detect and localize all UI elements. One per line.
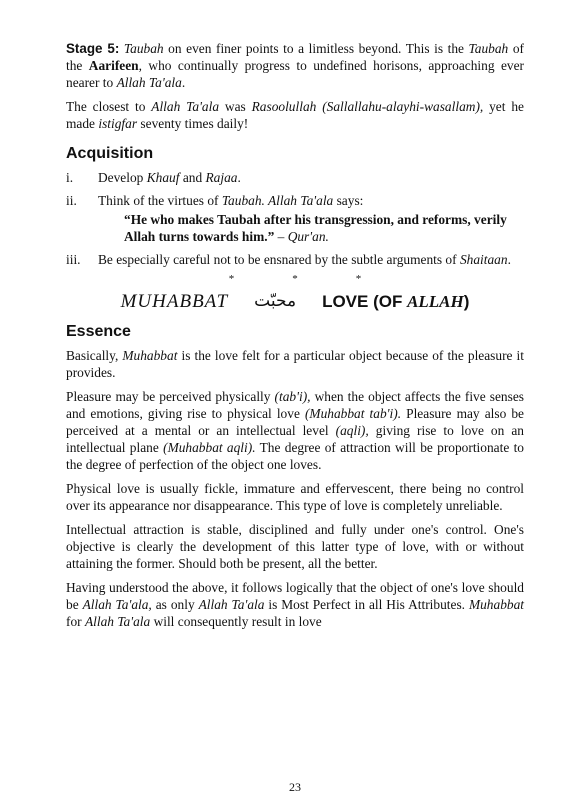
text-run: LOVE (OF [322, 292, 408, 311]
text-run: Pleasure may also be perceived at a mental or an intellectual level [66, 406, 524, 438]
section-divider-stars [66, 274, 524, 285]
essence-paragraph-3: Physical love is usually fickle, immature and effervescent, there being no control over its appearance nor disappearance. This type of love is completely unreliable. [66, 481, 524, 513]
term-aqli: (aqli), [335, 423, 369, 438]
list-number: i. [66, 170, 74, 185]
text-run: The closest to [66, 99, 152, 114]
text-run: Think of the virtues of [98, 193, 222, 208]
stage-label: Stage 5: [66, 41, 120, 56]
quote-source: Qur'an. [287, 229, 329, 244]
acquisition-heading: Acquisition [66, 145, 154, 162]
text-run: is Most Perfect in all His Attributes. [264, 597, 469, 612]
term-allah: Allah Ta'ala [198, 597, 265, 612]
text-run: yet he made [66, 99, 524, 131]
star-separator: * [228, 273, 235, 285]
text-run: Be especially careful not to be ensnared by the subtle arguments of [98, 252, 460, 267]
term-taubah-allah: Taubah. Allah Ta'ala [221, 193, 334, 208]
essence-paragraph-4: Intellectual attraction is stable, disciplined and fully under one's control. One's objective is clearly the development of this latter type of love, with or without attaining the former. Should both be present, all the better. [66, 522, 524, 571]
list-text [98, 169, 524, 186]
term-istigfar: istigfar [98, 116, 138, 131]
star-separator: * [292, 273, 298, 285]
title-transliteration: MUHABBAT [120, 291, 229, 312]
essence-paragraph-1 [66, 347, 524, 381]
text-run: was [219, 99, 252, 114]
quote-text: “He who makes Taubah after his transgression, and reforms, verily Allah turns towards him.” [124, 212, 507, 244]
text-run: giving rise to love on an intellectual plane [66, 423, 524, 455]
list-item [66, 192, 524, 245]
text-run: The degree of attraction will be proportionate to the degree of perfection of the object one loves. [66, 440, 524, 472]
title-english [322, 293, 469, 310]
term-muhabbat: Muhabbat [468, 597, 524, 612]
text-run: . [237, 170, 241, 185]
text-run: , who continually progress to undefined horisons, approaching ever nearer to [66, 58, 524, 90]
term-rasoolullah: Rasoolullah (Sallallahu-alayhi-wasallam), [251, 99, 484, 114]
text-run: Pleasure may be perceived physically [66, 389, 275, 404]
text-run: as only [151, 597, 199, 612]
term-shaitaan: Shaitaan [459, 252, 508, 267]
page-number: 23 [289, 780, 301, 794]
text-run: Basically, [66, 348, 123, 363]
star-separator: * [355, 273, 362, 285]
text-run: . [507, 252, 511, 267]
text-run: – [274, 229, 288, 244]
text-run: seventy times daily! [137, 116, 249, 131]
essence-paragraph-2 [66, 388, 524, 473]
term-muhabbat-aqli: (Muhabbat aqli). [163, 440, 256, 455]
stage5-paragraph [66, 40, 524, 91]
term-tabi: (tab'i), [274, 389, 311, 404]
quran-quote [124, 211, 524, 245]
text-run: Develop [98, 170, 147, 185]
text-run: when the object affects the five senses and emotions, giving rise to physical love [66, 389, 524, 421]
document-page [66, 40, 524, 794]
term-aarifeen: Aarifeen [88, 58, 139, 73]
title-arabic: محبّت [254, 291, 297, 311]
text-run: of the [66, 41, 524, 73]
term-khauf: Khauf [146, 170, 180, 185]
term-allah: Allah Ta'ala [84, 614, 151, 629]
text-run: on even finer points to a limitless beyond. This is the [163, 41, 469, 56]
text-run: says: [333, 193, 364, 208]
list-text [98, 192, 524, 245]
text-run: . [181, 75, 186, 90]
text-run: will consequently result in love [150, 614, 322, 629]
text-run: Having understood the above, it follows logically that the object of one's love should be [66, 580, 524, 612]
text-run: is the love felt for a particular object because of the pleasure it provides. [66, 348, 524, 380]
list-number: ii. [66, 193, 77, 208]
term-taubah: Taubah [123, 41, 164, 56]
term-muhabbat-tabi: (Muhabbat tab'i). [304, 406, 402, 421]
essence-heading: Essence [66, 323, 131, 340]
term-allah: Allah Ta'ala [151, 99, 220, 114]
chapter-title [66, 293, 524, 310]
term-allah: Allah Ta'ala, [82, 597, 152, 612]
term-taubah: Taubah [468, 41, 509, 56]
list-item [66, 169, 524, 186]
text-run: for [66, 614, 85, 629]
text-run: ) [463, 292, 470, 311]
acquisition-list [66, 169, 524, 268]
term-muhabbat: Muhabbat [122, 348, 178, 363]
list-number: iii. [66, 252, 81, 267]
text-run: and [179, 170, 206, 185]
essence-paragraph-5 [66, 579, 524, 630]
list-item [66, 251, 524, 268]
term-rajaa: Rajaa [205, 170, 238, 185]
text-run: ALLAH [407, 292, 464, 311]
closest-paragraph [66, 98, 524, 132]
term-allah: Allah Ta'ala [116, 75, 182, 90]
list-text [98, 251, 524, 268]
